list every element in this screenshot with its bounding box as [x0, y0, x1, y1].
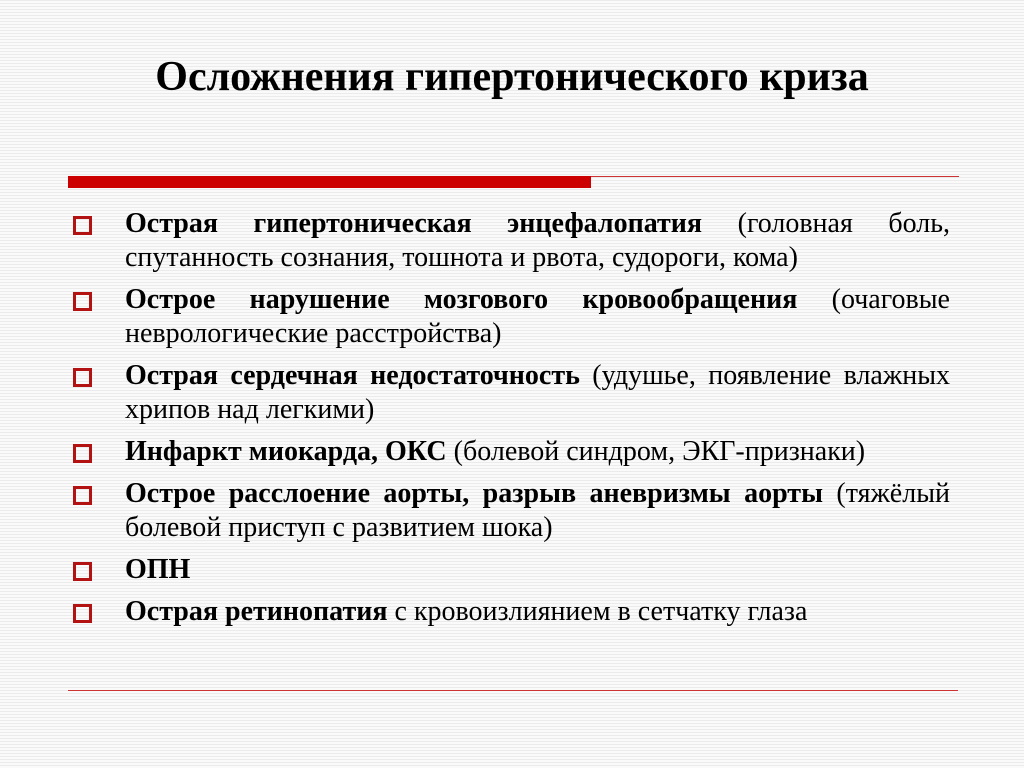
bottom-rule [68, 690, 958, 691]
item-detail-text: с кровоизлиянием в сетчатку глаза [387, 596, 808, 627]
item-detail-text: (очаговые неврологические расстройства) [125, 284, 950, 349]
hollow-square-bullet-icon [73, 292, 92, 311]
item-detail-text: (головная боль, спутанность сознания, тошнота и рвота, судороги, кома) [125, 208, 950, 273]
title-underline-thick [68, 176, 591, 188]
item-bold-text: Острое нарушение мозгового кровообращения [125, 284, 798, 315]
item-detail-text: (тяжёлый болевой приступ с развитием шока) [125, 478, 950, 543]
list-item-myocardial-infarction [70, 435, 950, 469]
hollow-square-bullet-icon [73, 444, 92, 463]
item-bold-text: Инфаркт миокарда, ОКС [125, 436, 447, 467]
list-item-stroke [70, 283, 950, 351]
hollow-square-bullet-icon [73, 604, 92, 623]
list-item-retinopathy [70, 595, 950, 629]
hollow-square-bullet-icon [73, 486, 92, 505]
item-bold-text: Острая ретинопатия [125, 596, 388, 627]
hollow-square-bullet-icon [73, 368, 92, 387]
item-detail-text: (болевой синдром, ЭКГ-признаки) [446, 436, 866, 467]
list-item-encephalopathy [70, 207, 950, 275]
hollow-square-bullet-icon [73, 562, 92, 581]
title-underline-thin [591, 176, 959, 177]
list-item-heart-failure [70, 359, 950, 427]
slide-title: Осложнения гипертонического криза [155, 54, 869, 100]
list-item-aortic-dissection [70, 477, 950, 545]
complications-list [70, 207, 950, 637]
item-detail-text: (удушье, появление влажных хрипов над легкими) [125, 360, 951, 425]
item-bold-text: Острая гипертоническая энцефалопатия [125, 208, 703, 239]
item-bold-text: ОПН [125, 554, 191, 585]
item-bold-text: Острое расслоение аорты, разрыв аневризмы аорты [125, 478, 823, 509]
hollow-square-bullet-icon [73, 216, 92, 235]
list-item-acute-renal-failure [70, 553, 950, 587]
item-bold-text: Острая сердечная недостаточность [125, 360, 580, 391]
